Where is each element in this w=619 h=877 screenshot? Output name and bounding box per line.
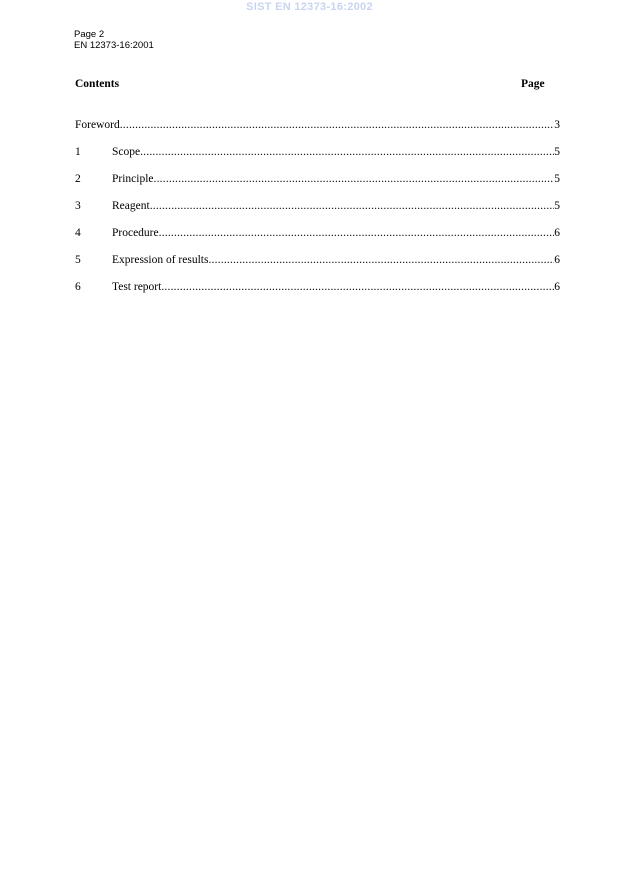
table-of-contents <box>75 119 560 308</box>
toc-dot-leader <box>208 254 554 266</box>
toc-dot-leader <box>120 119 555 131</box>
toc-entry-page: 5 <box>554 200 560 212</box>
toc-entry-title: Expression of results <box>112 254 209 266</box>
toc-entry-principle[interactable] <box>75 173 560 200</box>
toc-entry-page: 5 <box>554 146 560 158</box>
toc-entry-page: 6 <box>554 281 560 293</box>
toc-dot-leader <box>161 281 554 293</box>
toc-entry-reagent[interactable] <box>75 200 560 227</box>
toc-entry-title: Scope <box>112 146 141 158</box>
contents-heading: Contents <box>75 78 120 90</box>
toc-dot-leader <box>150 200 555 212</box>
toc-entry-title: Foreword <box>75 119 120 131</box>
toc-entry-number: 4 <box>75 227 81 239</box>
toc-entry-page: 3 <box>554 119 560 131</box>
toc-entry-number: 1 <box>75 146 81 158</box>
toc-entry-page: 5 <box>554 173 560 185</box>
toc-entry-title: Procedure <box>112 227 159 239</box>
toc-entry-number: 6 <box>75 281 81 293</box>
toc-dot-leader <box>154 173 555 185</box>
toc-entry-foreword[interactable] <box>75 119 560 146</box>
toc-entry-page: 6 <box>554 227 560 239</box>
toc-entry-number: 3 <box>75 200 81 212</box>
page-column-heading: Page <box>521 78 545 90</box>
document-id: EN 12373-16:2001 <box>74 40 154 51</box>
page-number-label: Page 2 <box>74 29 105 40</box>
toc-entry-test-report[interactable] <box>75 281 560 308</box>
toc-dot-leader <box>159 227 555 239</box>
toc-entry-title: Reagent <box>112 200 150 212</box>
toc-entry-number: 2 <box>75 173 81 185</box>
toc-entry-scope[interactable] <box>75 146 560 173</box>
document-watermark: SIST EN 12373-16:2002 <box>246 1 373 13</box>
toc-entry-expression-of-results[interactable] <box>75 254 560 281</box>
toc-entry-title: Principle <box>112 173 154 185</box>
toc-entry-number: 5 <box>75 254 81 266</box>
toc-entry-procedure[interactable] <box>75 227 560 254</box>
toc-entry-page: 6 <box>554 254 560 266</box>
toc-dot-leader <box>140 146 554 158</box>
toc-entry-title: Test report <box>112 281 162 293</box>
page-header <box>74 29 154 51</box>
